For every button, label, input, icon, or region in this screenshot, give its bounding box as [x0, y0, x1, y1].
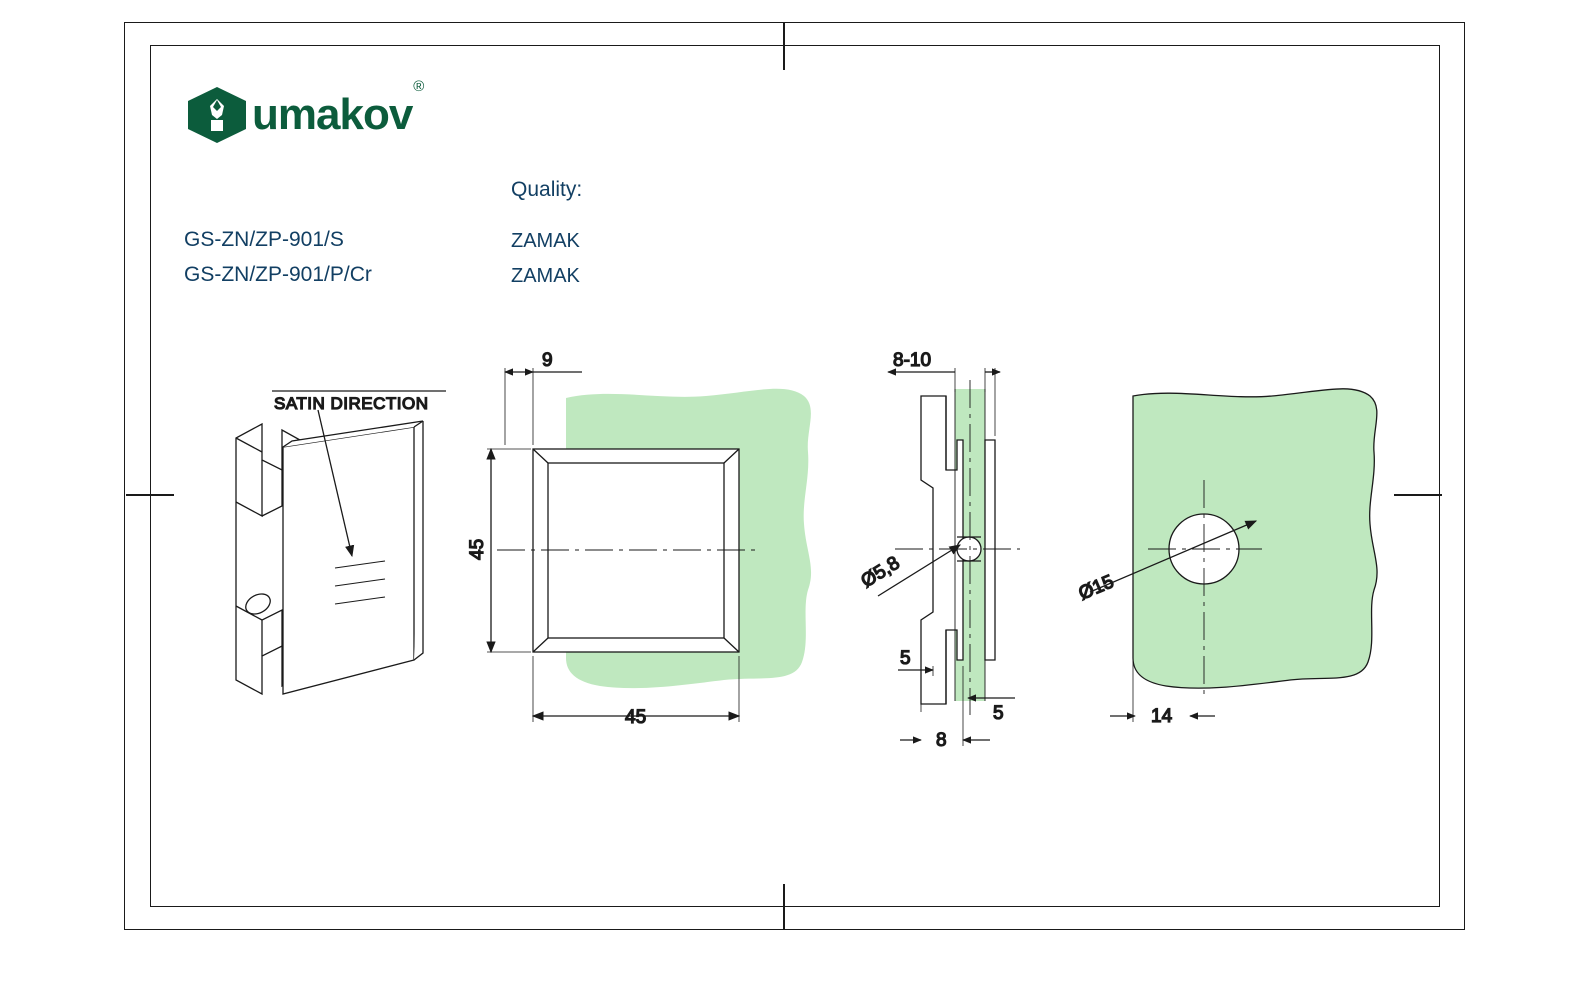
- rear-dim-hole-diameter: Ø15: [1075, 571, 1118, 605]
- side-dim-right: 5: [993, 703, 1004, 724]
- rear-dim-bottom: 14: [1151, 706, 1173, 727]
- front-dim-width: 45: [625, 707, 647, 728]
- product-code-1: GS-ZN/ZP-901/S: [184, 228, 344, 251]
- front-dim-top: 9: [542, 350, 553, 371]
- brand-wordmark: umakov®: [252, 78, 424, 139]
- isometric-view: [236, 391, 446, 694]
- registered-mark: ®: [413, 78, 424, 95]
- side-section-view: [878, 368, 1020, 746]
- quality-value-1: ZAMAK: [511, 230, 580, 252]
- rear-view: [1090, 389, 1377, 722]
- side-dim-bottom: 8: [936, 730, 947, 751]
- side-dim-glass-thickness: 8-10: [893, 350, 932, 371]
- quality-value-2: ZAMAK: [511, 265, 580, 287]
- quality-label: Quality:: [511, 178, 583, 201]
- front-view: [487, 368, 811, 722]
- front-dim-height: 45: [467, 538, 488, 560]
- product-code-2: GS-ZN/ZP-901/P/Cr: [184, 263, 372, 286]
- side-dim-screw-diameter: Ø5,8: [857, 552, 904, 593]
- side-dim-left: 5: [900, 648, 911, 669]
- satin-direction-label: SATIN DIRECTION: [274, 394, 429, 413]
